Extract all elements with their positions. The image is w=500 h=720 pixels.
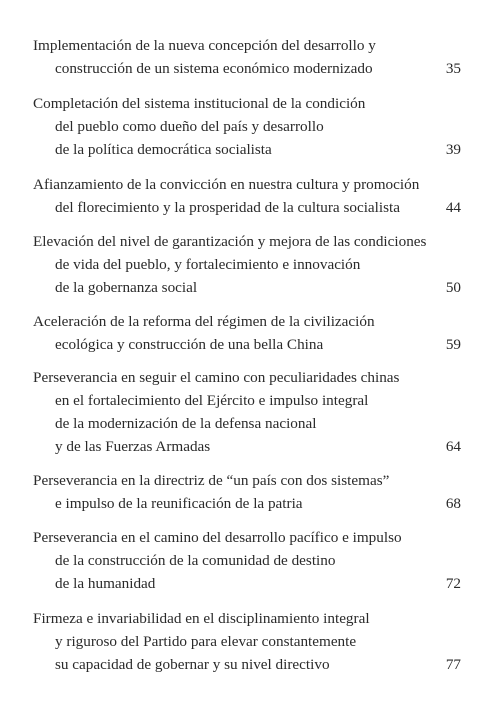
toc-entry-line: Firmeza e invariabilidad en el disciplinamiento integral: [33, 610, 370, 627]
toc-entry-line: Perseverancia en la directriz de “un país con dos sistemas”: [33, 472, 390, 489]
toc-entry: [33, 173, 463, 219]
toc-page-number: 35: [445, 60, 461, 77]
toc-entry-line: Perseverancia en seguir el camino con peculiaridades chinas: [33, 369, 400, 386]
toc-entry-line: de la modernización de la defensa nacional: [55, 415, 317, 432]
toc-entry-line: en el fortalecimiento del Ejército e impulso integral: [55, 392, 369, 409]
toc-entry: [33, 366, 463, 458]
toc-entry: [33, 607, 463, 676]
toc-entry-line: del florecimiento y la prosperidad de la cultura socialista: [55, 199, 400, 216]
toc-entry-line: de la construcción de la comunidad de destino: [55, 552, 336, 569]
toc-page-number: 39: [445, 141, 461, 158]
toc-entry: [33, 526, 463, 595]
toc-entry-line: y de las Fuerzas Armadas: [55, 438, 211, 455]
toc-entry-line: de la humanidad: [55, 575, 156, 592]
toc-entry-line: ecológica y construcción de una bella China: [55, 336, 324, 353]
toc-page-number: 59: [445, 336, 461, 353]
toc-entry-line: Perseverancia en el camino del desarrollo pacífico e impulso: [33, 529, 402, 546]
toc-entry-line: su capacidad de gobernar y su nivel directivo: [55, 656, 330, 673]
toc-page-number: 64: [445, 438, 461, 455]
toc-entry-line: Implementación de la nueva concepción del desarrollo y: [33, 37, 376, 54]
toc-entry-line: e impulso de la reunificación de la patria: [55, 495, 303, 512]
toc-page-number: 50: [445, 279, 461, 296]
toc-entry-line: Aceleración de la reforma del régimen de la civilización: [33, 313, 375, 330]
toc-entry-line: de la política democrática socialista: [55, 141, 272, 158]
toc-entry: [33, 34, 463, 80]
toc-entry-line: y riguroso del Partido para elevar constantemente: [55, 633, 357, 650]
toc-entry-line: Afianzamiento de la convicción en nuestra cultura y promoción: [33, 176, 420, 193]
toc-entry-line: de la gobernanza social: [55, 279, 198, 296]
toc-entry-line: construcción de un sistema económico modernizado: [55, 60, 373, 77]
toc-entry: [33, 92, 463, 161]
toc-entry-line: Completación del sistema institucional de la condición: [33, 95, 366, 112]
toc-page-number: 68: [445, 495, 461, 512]
toc-page-number: 44: [445, 199, 461, 216]
toc-entry-line: de vida del pueblo, y fortalecimiento e innovación: [55, 256, 361, 273]
toc-entry-line: del pueblo como dueño del país y desarrollo: [55, 118, 324, 135]
toc-entry: [33, 310, 463, 356]
toc-entry: [33, 469, 463, 515]
toc-entry: [33, 230, 463, 299]
toc-page-number: 72: [445, 575, 461, 592]
toc-page-number: 77: [445, 656, 461, 673]
toc-entry-line: Elevación del nivel de garantización y mejora de las condiciones: [33, 233, 427, 250]
